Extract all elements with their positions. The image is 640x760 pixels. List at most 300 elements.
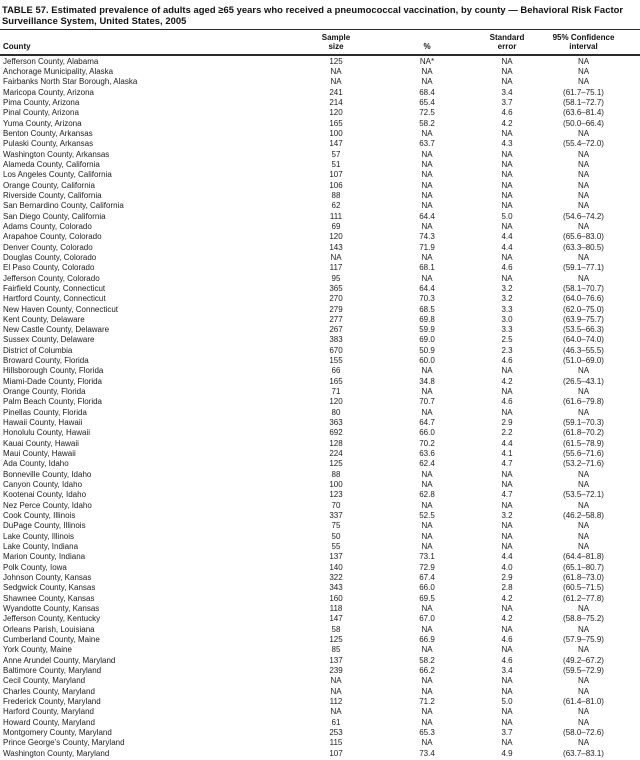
cell-county: Kootenai County, Idaho	[3, 490, 87, 500]
cell-sample_size: 137	[329, 655, 343, 665]
cell-percent: NA	[421, 201, 433, 211]
cell-sample_size: 140	[329, 562, 343, 572]
cell-sample_size: 58	[331, 624, 341, 634]
cell-confidence_interval: NA	[577, 190, 590, 200]
cell-confidence_interval: (59.1–77.1)	[563, 263, 604, 273]
cell-percent: 66.0	[419, 428, 435, 438]
table-row	[0, 614, 640, 624]
cell-county: Jefferson County, Colorado	[3, 273, 100, 283]
cell-standard_error: NA	[501, 190, 513, 200]
table-row	[0, 294, 640, 304]
cell-standard_error: NA	[501, 707, 513, 717]
cell-sample_size: 69	[331, 221, 341, 231]
cell-standard_error: 4.0	[501, 562, 513, 572]
cell-sample_size: 75	[331, 521, 341, 531]
cell-county: Orange County, Florida	[3, 387, 86, 397]
cell-sample_size: 120	[329, 108, 343, 118]
cell-confidence_interval: (57.9–75.9)	[563, 635, 604, 644]
cell-confidence_interval: NA	[577, 604, 590, 614]
cell-confidence_interval: NA	[577, 128, 590, 138]
cell-county: Washington County, Maryland	[3, 748, 110, 758]
cell-county: San Bernardino County, California	[3, 201, 124, 211]
column-header-county-label: County	[3, 42, 31, 52]
table-row	[0, 253, 640, 263]
cell-percent: 72.5	[419, 108, 435, 118]
cell-sample_size: 277	[329, 314, 343, 324]
cell-confidence_interval: (46.2–58.8)	[563, 511, 604, 521]
cell-percent: 74.3	[419, 232, 435, 242]
cell-standard_error: NA	[501, 676, 513, 686]
cell-percent: 66.9	[419, 635, 435, 644]
cell-standard_error: 4.6	[501, 108, 513, 118]
cell-standard_error: NA	[501, 469, 513, 479]
cell-standard_error: 3.2	[501, 511, 513, 521]
cell-county: Bonneville County, Idaho	[3, 469, 92, 479]
cell-standard_error: 4.4	[501, 552, 513, 562]
table-row	[0, 428, 640, 438]
cell-confidence_interval: (61.4–81.0)	[563, 696, 604, 706]
cell-standard_error: NA	[501, 128, 513, 138]
cell-confidence_interval: NA	[577, 645, 590, 655]
cell-percent: NA	[421, 738, 433, 748]
cell-percent: 63.6	[419, 449, 435, 459]
column-header-county	[0, 29, 305, 54]
cell-confidence_interval: (53.2–71.6)	[563, 459, 604, 469]
cell-county: Jefferson County, Alabama	[3, 56, 99, 66]
cell-sample_size: 165	[329, 118, 343, 128]
cell-confidence_interval: (59.1–70.3)	[563, 418, 604, 428]
cell-sample_size: 165	[329, 376, 343, 386]
cell-county: Johnson County, Kansas	[3, 573, 92, 583]
cell-confidence_interval: (58.1–72.7)	[563, 97, 604, 107]
cell-standard_error: 4.4	[501, 232, 513, 242]
cell-sample_size: 267	[329, 325, 343, 335]
cell-county: Charles County, Maryland	[3, 686, 95, 696]
table-row	[0, 666, 640, 676]
cell-sample_size: 88	[331, 190, 341, 200]
cell-percent: 68.5	[419, 304, 435, 314]
table-row	[0, 583, 640, 593]
table-row	[0, 718, 640, 728]
table-row	[0, 170, 640, 180]
cell-sample_size: 214	[329, 97, 343, 107]
cell-percent: 68.4	[419, 87, 435, 97]
cell-county: Marion County, Indiana	[3, 552, 86, 562]
cell-standard_error: NA	[501, 387, 513, 397]
cell-county: Lake County, Illinois	[3, 531, 74, 541]
cell-standard_error: 3.2	[501, 283, 513, 293]
table-row	[0, 243, 640, 253]
cell-confidence_interval: NA	[577, 717, 590, 727]
cell-percent: NA	[421, 707, 433, 717]
column-header-sample-size-line1: Sample	[321, 32, 351, 42]
cell-sample_size: 155	[329, 356, 343, 366]
cell-percent: 71.2	[419, 696, 435, 706]
cell-county: Lake County, Indiana	[3, 542, 79, 552]
table-row	[0, 501, 640, 511]
cell-standard_error: NA	[501, 500, 513, 510]
cell-sample_size: 62	[331, 201, 341, 211]
cell-confidence_interval: (64.0–74.0)	[563, 335, 604, 345]
cell-percent: 72.9	[419, 562, 435, 572]
cell-county: Douglas County, Colorado	[3, 252, 97, 262]
table-row	[0, 676, 640, 686]
cell-sample_size: 120	[329, 397, 343, 407]
cell-percent: 73.4	[419, 748, 435, 758]
table-row	[0, 408, 640, 418]
cell-standard_error: 3.2	[501, 294, 513, 304]
cell-sample_size: 137	[329, 552, 343, 562]
cell-confidence_interval: (51.0–69.0)	[563, 356, 604, 366]
cell-sample_size: 125	[329, 56, 343, 66]
cell-county: Fairbanks North Star Borough, Alaska	[3, 77, 138, 87]
cell-sample_size: NA	[330, 707, 342, 717]
cell-standard_error: NA	[501, 407, 513, 417]
cell-percent: NA	[421, 66, 433, 76]
cell-confidence_interval: NA	[577, 738, 590, 748]
table-row	[0, 263, 640, 273]
cell-county: District of Columbia	[3, 345, 73, 355]
cell-sample_size: 117	[329, 263, 343, 273]
cell-county: Prince George’s County, Maryland	[3, 738, 125, 748]
cell-county: Harford County, Maryland	[3, 707, 94, 717]
cell-county: Pinellas County, Florida	[3, 407, 87, 417]
cell-sample_size: 128	[329, 438, 343, 448]
cell-confidence_interval: (53.5–66.3)	[563, 325, 604, 335]
column-header-standard-error	[487, 29, 527, 54]
cell-standard_error: 4.6	[501, 397, 513, 407]
cell-percent: NA	[421, 180, 433, 190]
cell-standard_error: 4.7	[501, 459, 513, 469]
cell-sample_size: 115	[329, 738, 343, 748]
cell-confidence_interval: (58.0–72.6)	[563, 727, 604, 737]
cell-percent: NA	[421, 77, 433, 87]
cell-standard_error: 4.2	[501, 118, 513, 128]
table-row	[0, 201, 640, 211]
cell-standard_error: NA	[501, 738, 513, 748]
cell-percent: 69.0	[419, 335, 435, 345]
cell-sample_size: NA	[330, 676, 342, 686]
cell-sample_size: 241	[329, 87, 343, 97]
cell-county: Palm Beach County, Florida	[3, 397, 103, 407]
cell-confidence_interval: (54.6–74.2)	[563, 211, 604, 221]
table-row	[0, 397, 640, 407]
cell-confidence_interval: NA	[577, 149, 590, 159]
table-row	[0, 470, 640, 480]
table-row	[0, 232, 640, 242]
cell-confidence_interval: (61.8–73.0)	[563, 573, 604, 583]
cell-percent: NA	[421, 387, 433, 397]
cell-sample_size: 71	[331, 387, 341, 397]
table-row	[0, 707, 640, 717]
cell-confidence_interval: (26.5–43.1)	[563, 376, 604, 386]
cell-confidence_interval: NA	[577, 686, 590, 696]
cell-sample_size: 363	[329, 418, 343, 428]
cell-standard_error: 3.0	[501, 314, 513, 324]
cell-confidence_interval: (61.2–77.8)	[563, 593, 604, 603]
cell-county: Cecil County, Maryland	[3, 676, 86, 686]
cell-standard_error: 3.7	[501, 97, 513, 107]
column-header-confidence-interval	[527, 29, 640, 54]
table-row	[0, 697, 640, 707]
cell-percent: 34.8	[419, 376, 435, 386]
cell-standard_error: 3.4	[501, 87, 513, 97]
cell-sample_size: 85	[331, 645, 341, 655]
cell-standard_error: 4.9	[501, 748, 513, 758]
cell-confidence_interval: NA	[577, 521, 590, 531]
cell-percent: 67.0	[419, 614, 435, 624]
cell-county: Maricopa County, Arizona	[3, 87, 95, 97]
cell-percent: 50.9	[419, 345, 435, 355]
cell-standard_error: NA	[501, 77, 513, 87]
prevalence-table	[0, 29, 640, 759]
cell-county: Baltimore County, Maryland	[3, 665, 102, 675]
cell-percent: NA	[421, 252, 433, 262]
table-row	[0, 521, 640, 531]
cell-confidence_interval: NA	[577, 480, 590, 490]
table-row	[0, 160, 640, 170]
cell-confidence_interval: NA	[577, 273, 590, 283]
table-row	[0, 418, 640, 428]
cell-county: Jefferson County, Kentucky	[3, 614, 101, 624]
cell-standard_error: 5.0	[501, 696, 513, 706]
cell-percent: 64.4	[419, 283, 435, 293]
cell-sample_size: 55	[331, 542, 341, 552]
cell-confidence_interval: (61.6–79.8)	[563, 397, 604, 407]
cell-sample_size: 147	[329, 139, 343, 149]
cell-percent: NA	[421, 676, 433, 686]
cell-county: Frederick County, Maryland	[3, 696, 101, 706]
cell-standard_error: NA	[501, 149, 513, 159]
cell-percent: 68.1	[419, 263, 435, 273]
table-row	[0, 305, 640, 315]
cell-percent: NA	[421, 480, 433, 490]
cell-confidence_interval: NA	[577, 159, 590, 169]
cell-standard_error: NA	[501, 180, 513, 190]
table-row	[0, 387, 640, 397]
cell-confidence_interval: NA	[577, 531, 590, 541]
table-header	[0, 29, 640, 54]
column-header-percent	[367, 29, 487, 54]
table-row	[0, 377, 640, 387]
cell-sample_size: 111	[329, 211, 343, 221]
cell-sample_size: NA	[330, 66, 342, 76]
cell-county: Riverside County, California	[3, 190, 102, 200]
table-row	[0, 98, 640, 108]
table-row	[0, 645, 640, 655]
cell-county: Adams County, Colorado	[3, 221, 92, 231]
cell-sample_size: 100	[329, 480, 343, 490]
cell-percent: NA	[421, 407, 433, 417]
cell-standard_error: NA	[501, 66, 513, 76]
cell-county: Fairfield County, Connecticut	[3, 283, 106, 293]
cell-percent: 70.2	[419, 438, 435, 448]
cell-county: Pulaski County, Arkansas	[3, 139, 94, 149]
table-row	[0, 222, 640, 232]
cell-standard_error: 4.1	[501, 449, 513, 459]
cell-standard_error: NA	[501, 480, 513, 490]
table-row	[0, 511, 640, 521]
cell-percent: NA	[421, 521, 433, 531]
table-row	[0, 315, 640, 325]
cell-standard_error: 4.6	[501, 263, 513, 273]
table-row	[0, 563, 640, 573]
cell-percent: 71.9	[419, 242, 435, 252]
cell-county: Shawnee County, Kansas	[3, 593, 95, 603]
cell-sample_size: 61	[331, 717, 341, 727]
cell-percent: 62.8	[419, 490, 435, 500]
table-row	[0, 129, 640, 139]
table-row	[0, 656, 640, 666]
cell-percent: NA*	[419, 56, 435, 66]
cell-sample_size: 120	[329, 232, 343, 242]
table-body	[0, 55, 640, 759]
cell-county: Washington County, Arkansas	[3, 149, 110, 159]
cell-county: Pima County, Arizona	[3, 97, 80, 107]
cell-county: Sedgwick County, Kansas	[3, 583, 96, 593]
cell-sample_size: 270	[329, 294, 343, 304]
cell-confidence_interval: (65.1–80.7)	[563, 562, 604, 572]
cell-sample_size: 125	[329, 635, 343, 644]
cell-percent: 63.7	[419, 139, 435, 149]
table-row	[0, 150, 640, 160]
cell-sample_size: 80	[331, 407, 341, 417]
column-header-standard-error-line1: Standard	[489, 32, 525, 42]
table-row	[0, 88, 640, 98]
table-row	[0, 346, 640, 356]
cell-county: Nez Perce County, Idaho	[3, 500, 92, 510]
cell-confidence_interval: NA	[577, 56, 590, 66]
cell-standard_error: NA	[501, 366, 513, 376]
cell-sample_size: 670	[329, 345, 343, 355]
column-header-percent-label: %	[423, 42, 431, 52]
cell-sample_size: 692	[329, 428, 343, 438]
table-row	[0, 108, 640, 118]
cell-sample_size: 123	[329, 490, 343, 500]
cell-standard_error: 4.3	[501, 139, 513, 149]
cell-sample_size: 107	[329, 170, 343, 180]
cell-county: Canyon County, Idaho	[3, 480, 83, 490]
cell-sample_size: 224	[329, 449, 343, 459]
cell-county: Hartford County, Connecticut	[3, 294, 106, 304]
table-row	[0, 573, 640, 583]
table-row	[0, 139, 640, 149]
table-row	[0, 738, 640, 748]
cell-sample_size: 147	[329, 614, 343, 624]
cell-percent: NA	[421, 500, 433, 510]
cell-standard_error: 4.6	[501, 655, 513, 665]
cell-confidence_interval: NA	[577, 500, 590, 510]
cell-percent: 60.0	[419, 356, 435, 366]
cell-county: Honolulu County, Hawaii	[3, 428, 91, 438]
cell-confidence_interval: (58.1–70.7)	[563, 283, 604, 293]
table-row	[0, 119, 640, 129]
table-row	[0, 325, 640, 335]
cell-sample_size: 253	[329, 727, 343, 737]
cell-sample_size: 343	[329, 583, 343, 593]
table-row	[0, 542, 640, 552]
cell-county: Benton County, Arkansas	[3, 128, 93, 138]
table-row	[0, 212, 640, 222]
cell-percent: NA	[421, 542, 433, 552]
cell-confidence_interval: (63.9–75.7)	[563, 314, 604, 324]
cell-sample_size: 279	[329, 304, 343, 314]
cell-confidence_interval: NA	[577, 252, 590, 262]
cell-county: Sussex County, Delaware	[3, 335, 95, 345]
cell-standard_error: NA	[501, 201, 513, 211]
cell-sample_size: NA	[330, 252, 342, 262]
table-row	[0, 191, 640, 201]
cell-percent: 70.7	[419, 397, 435, 407]
cell-sample_size: 337	[329, 511, 343, 521]
cell-percent: NA	[421, 273, 433, 283]
cell-confidence_interval: (64.4–81.8)	[563, 552, 604, 562]
cell-county: Yuma County, Arizona	[3, 118, 82, 128]
cell-percent: 69.8	[419, 314, 435, 324]
table-row	[0, 625, 640, 635]
cell-county: Pinal County, Arizona	[3, 108, 79, 118]
cell-confidence_interval: NA	[577, 66, 590, 76]
cell-sample_size: 239	[329, 665, 343, 675]
column-header-confidence-interval-line1: 95% Confidence	[552, 32, 615, 42]
table-row	[0, 604, 640, 614]
cell-standard_error: NA	[501, 531, 513, 541]
cell-confidence_interval: NA	[577, 469, 590, 479]
cell-sample_size: 50	[331, 531, 341, 541]
cell-sample_size: 66	[331, 366, 341, 376]
table-row	[0, 728, 640, 738]
cell-confidence_interval: (55.4–72.0)	[563, 139, 604, 149]
cell-percent: 62.4	[419, 459, 435, 469]
cell-percent: 65.4	[419, 97, 435, 107]
cell-sample_size: 112	[329, 696, 343, 706]
cell-county: Polk County, Iowa	[3, 562, 67, 572]
cell-standard_error: NA	[501, 624, 513, 634]
table-row	[0, 55, 640, 67]
cell-confidence_interval: (63.6–81.4)	[563, 108, 604, 118]
cell-standard_error: NA	[501, 645, 513, 655]
cell-percent: NA	[421, 170, 433, 180]
cell-sample_size: NA	[330, 77, 342, 87]
table-row	[0, 366, 640, 376]
cell-percent: 69.5	[419, 593, 435, 603]
cell-sample_size: 51	[331, 159, 341, 169]
cell-confidence_interval: (61.7–75.1)	[563, 87, 604, 97]
cell-percent: 58.2	[419, 655, 435, 665]
cell-standard_error: NA	[501, 604, 513, 614]
cell-standard_error: NA	[501, 273, 513, 283]
cell-standard_error: NA	[501, 252, 513, 262]
cell-confidence_interval: NA	[577, 221, 590, 231]
table-row	[0, 532, 640, 542]
table-row	[0, 274, 640, 284]
cell-standard_error: 4.2	[501, 376, 513, 386]
cell-percent: NA	[421, 624, 433, 634]
cell-standard_error: 2.5	[501, 335, 513, 345]
cell-percent: 64.7	[419, 418, 435, 428]
cell-percent: 66.2	[419, 665, 435, 675]
cell-percent: NA	[421, 128, 433, 138]
cell-standard_error: 2.8	[501, 583, 513, 593]
cell-county: Montgomery County, Maryland	[3, 727, 112, 737]
cell-percent: NA	[421, 149, 433, 159]
cell-standard_error: 4.7	[501, 490, 513, 500]
cell-confidence_interval: NA	[577, 77, 590, 87]
table-row	[0, 490, 640, 500]
cell-standard_error: 4.6	[501, 635, 513, 644]
cell-county: Miami-Dade County, Florida	[3, 376, 102, 386]
cell-confidence_interval: NA	[577, 180, 590, 190]
